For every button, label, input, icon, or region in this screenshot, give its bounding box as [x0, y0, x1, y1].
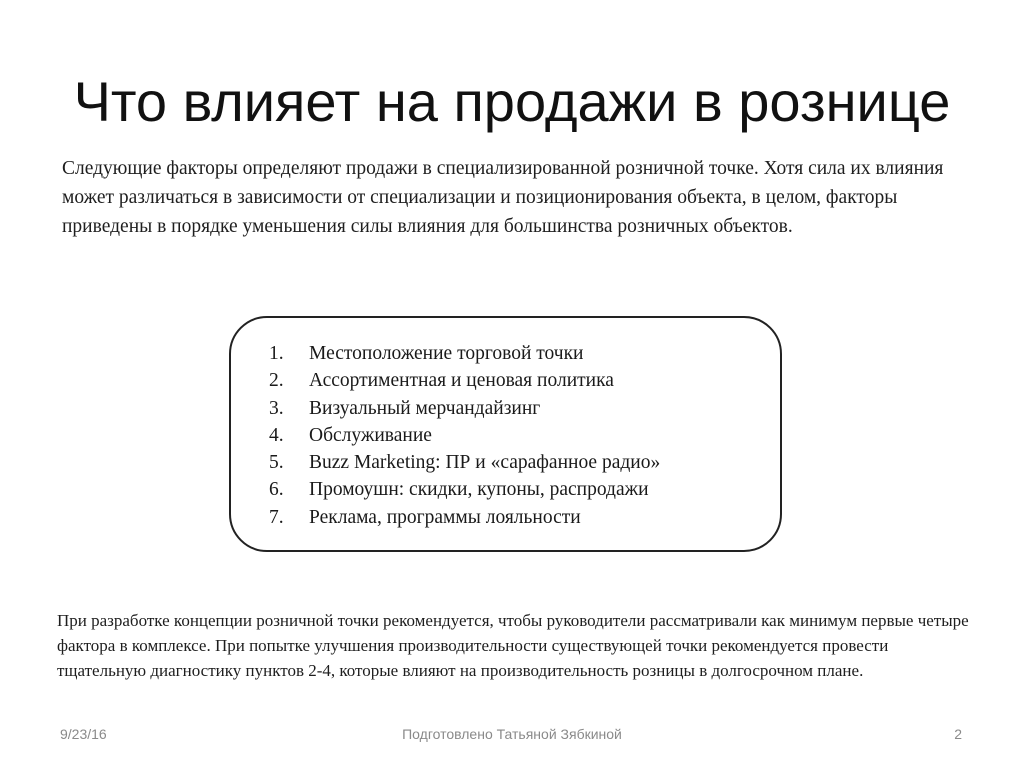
factor-text: Визуальный мерчандайзинг	[309, 397, 541, 419]
factor-number: 5.	[269, 452, 284, 474]
footer-page-number: 2	[954, 726, 962, 742]
factor-item	[269, 422, 660, 449]
factors-list	[269, 340, 660, 531]
intro-paragraph: Следующие факторы определяют продажи в специализированной розничной точке. Хотя сила их влияния может различаться в зависимости от специализации и позиционирования объекта, в целом, факторы приведены в порядке уменьшения силы влияния для большинства розничных объектов.	[62, 158, 944, 237]
factor-text: Реклама, программы лояльности	[309, 506, 581, 528]
recommendation-paragraph: При разработке концепции розничной точки рекомендуется, чтобы руководители рассматривали как минимум первые четыре фактора в комплексе. При попытке улучшения производительности существующей точки рекомендуется провести тщательную диагностику пунктов 2-4, которые влияют на производительность розницы в долгосрочном плане.	[57, 611, 969, 680]
factor-number: 6.	[269, 479, 284, 501]
factor-number: 3.	[269, 397, 284, 419]
factor-item	[269, 449, 660, 476]
factor-item	[269, 340, 660, 367]
factor-text: Местоположение торговой точки	[309, 343, 584, 364]
factor-item	[269, 395, 660, 422]
factor-text: Промоушн: скидки, купоны, распродажи	[309, 479, 649, 501]
factor-text: Ассортиментная и ценовая политика	[309, 370, 614, 392]
factor-number: 4.	[269, 424, 284, 446]
footer-date: 9/23/16	[60, 726, 107, 742]
factor-number: 2.	[269, 370, 284, 392]
footer-author: Подготовлено Татьяной Зябкиной	[402, 726, 622, 742]
factor-item	[269, 504, 660, 531]
factors-box	[229, 316, 782, 552]
slide-title: Что влияет на продажи в рознице	[73, 70, 951, 133]
factor-number: 1.	[269, 343, 284, 364]
factor-item	[269, 476, 660, 503]
factor-item	[269, 367, 660, 394]
factor-text: Buzz Marketing: ПР и «сарафанное радио»	[309, 452, 661, 474]
factor-text: Обслуживание	[309, 424, 432, 446]
factor-number: 7.	[269, 506, 284, 528]
